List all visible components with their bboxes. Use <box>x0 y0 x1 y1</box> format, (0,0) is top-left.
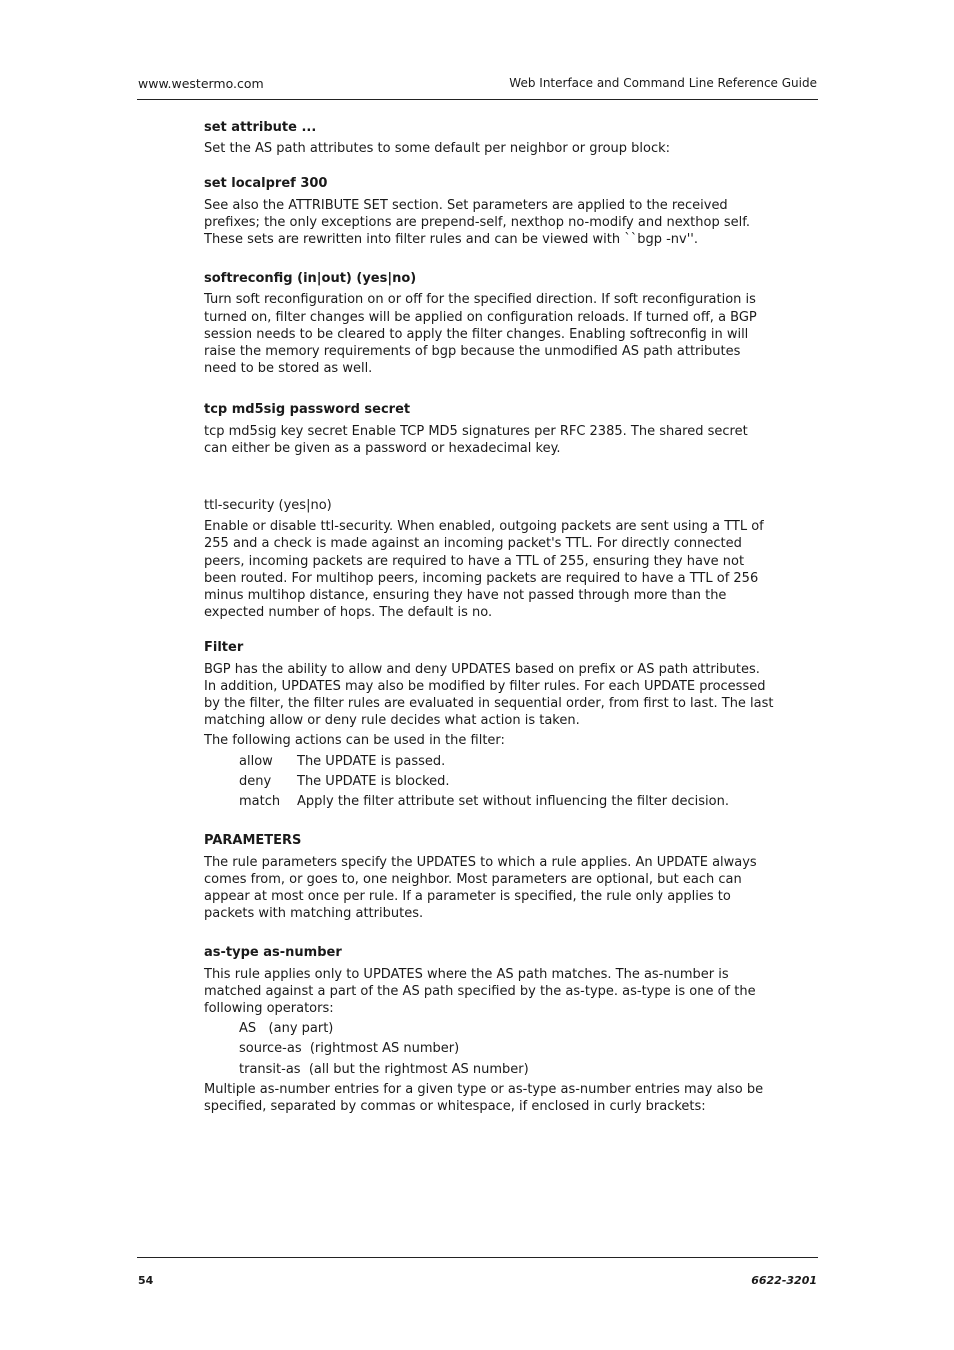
action-term: deny <box>239 773 272 789</box>
section-filter <box>204 639 774 810</box>
footer-rule <box>137 1257 818 1258</box>
text-filter-actions-intro: The following actions can be used in the filter: <box>204 733 505 749</box>
page-number: 54 <box>138 1274 154 1287</box>
header-guide-title: Web Interface and Command Line Reference Guide <box>509 76 817 90</box>
heading-softreconfig: softreconfig (in|out) (yes|no) <box>204 271 417 287</box>
header-site: www.westermo.com <box>138 76 264 91</box>
heading-ttl-security: ttl-security (yes|no) <box>204 498 332 514</box>
heading-filter: Filter <box>204 640 244 656</box>
heading-tcp-md5sig: tcp md5sig password secret <box>204 402 411 418</box>
action-item <box>239 773 774 790</box>
section-parameters <box>204 832 774 922</box>
section-set-attribute <box>204 119 774 157</box>
header-rule <box>137 99 818 100</box>
action-term: match <box>239 794 281 810</box>
text-set-localpref: See also the ATTRIBUTE SET section. Set parameters are applied to the received prefixes; the only exceptions are prepend-self, nexthop no-modify and nexthop self. These sets are rewritten into filter rules and can be viewed with ``bgp -nv''. <box>204 197 750 248</box>
heading-as-type: as-type as-number <box>204 945 342 961</box>
text-softreconfig: Turn soft reconfiguration on or off for the specified direction. If soft reconfiguration is turned on, filter changes will be applied on configuration reloads. If turned off, a BGP session needs to be cleared to apply the filter changes. Enabling softreconfig in will raise the memory requirements of bgp because the unmodified AS path attributes need to be stored as well. <box>204 292 757 377</box>
text-filter: BGP has the ability to allow and deny UPDATES based on prefix or AS path attributes. In addition, UPDATES may also be modified by filter rules. For each UPDATE processed by the filter, the filter rules are evaluated in sequential order, from first to last. The last matching allow or deny rule decides what action is taken. <box>204 661 774 729</box>
heading-set-attribute: set attribute ... <box>204 120 317 135</box>
action-item <box>239 753 774 770</box>
text-parameters: The rule parameters specify the UPDATES to which a rule applies. An UPDATE always comes from, or goes to, one neighbor. Most parameters are optional, but each can appear at most once per rule. If a parameter is specified, the rule only applies to packets with matching attributes. <box>204 854 757 922</box>
heading-parameters: PARAMETERS <box>204 833 302 849</box>
operator-item: AS (any part) <box>239 1021 334 1037</box>
operator-item: transit-as (all but the rightmost AS number) <box>239 1061 529 1077</box>
action-term: allow <box>239 753 273 769</box>
page-body <box>204 119 774 1133</box>
text-as-type: This rule applies only to UPDATES where the AS path matches. The as-number is matched against a part of the AS path specified by the as-type. as-type is one of the following operators: <box>204 966 756 1016</box>
text-tcp-md5sig: tcp md5sig key secret Enable TCP MD5 signatures per RFC 2385. The shared secret can either be given as a password or hexadecimal key. <box>204 423 748 456</box>
doc-number: 6622-3201 <box>751 1274 817 1287</box>
text-set-attribute: Set the AS path attributes to some default per neighbor or group block: <box>204 141 671 157</box>
action-desc: The UPDATE is passed. <box>297 753 446 769</box>
operator-list <box>239 1020 774 1078</box>
section-tcp-md5sig <box>204 401 774 457</box>
section-as-type <box>204 944 774 1115</box>
section-set-localpref <box>204 175 774 248</box>
action-desc: Apply the filter attribute set without influencing the filter decision. <box>297 794 729 810</box>
operator-item: source-as (rightmost AS number) <box>239 1041 460 1057</box>
text-ttl-security: Enable or disable ttl-security. When enabled, outgoing packets are sent using a TTL of 255 and a check is made against an incoming packet's TTL. For directly connected peers, incoming packets are required to have a TTL of 255, ensuring they have not been routed. For multihop peers, incoming packets are required to have a TTL of 256 minus multihop distance, ensuring they have not passed through more than the expected number of hops. The default is no. <box>204 519 764 621</box>
section-softreconfig <box>204 270 774 377</box>
section-ttl-security <box>204 497 774 621</box>
text-as-type-closing: Multiple as-number entries for a given type or as-type as-number entries may also be specified, separated by commas or whitespace, if enclosed in curly brackets: <box>204 1081 764 1114</box>
heading-set-localpref: set localpref 300 <box>204 176 328 192</box>
action-item <box>239 793 774 810</box>
action-desc: The UPDATE is blocked. <box>297 773 450 789</box>
